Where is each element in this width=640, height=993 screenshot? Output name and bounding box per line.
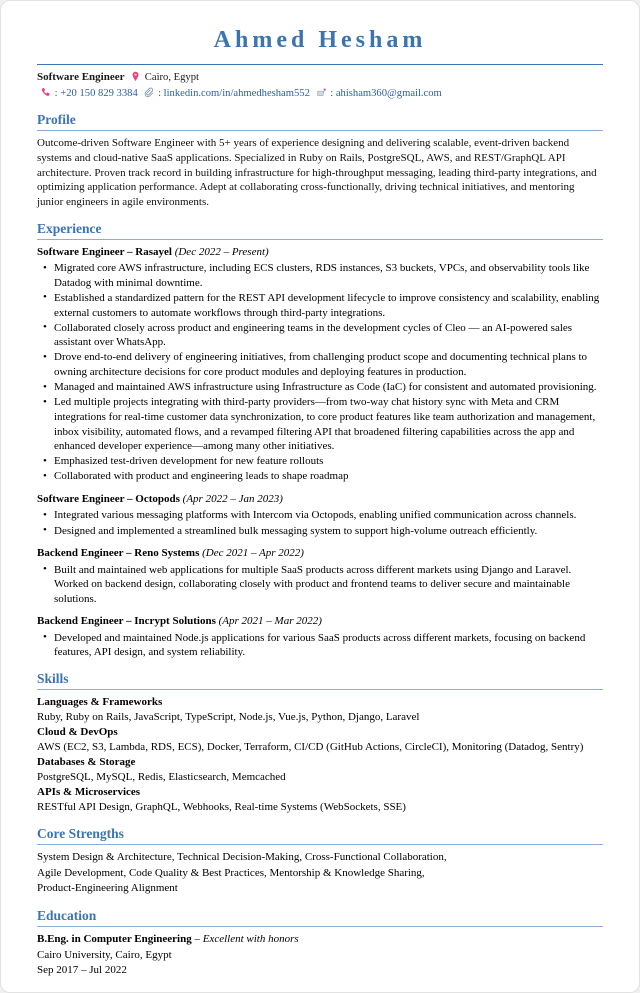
skill-group [37,785,603,815]
experience-bullet: • Built and maintained web applications for multiple SaaS products across different markets using Django and Laravel. Worked on backend design, collaborating closely with product and frontend teams to deliver secure and maintainable solutions. [37,563,603,607]
section-profile [37,112,603,209]
skill-group-label: Databases & Storage [37,756,136,769]
core-strength-line: Agile Development, Code Quality & Best Practices, Mentorship & Knowledge Sharing, [37,866,425,879]
core-strength-line: System Design & Architecture, Technical Decision-Making, Cross-Functional Collaboration, [37,851,447,864]
experience-bullet: • Collaborated closely across product and engineering teams in the development cycles of Cleo — an AI-powered sales assistant over WhatsApp. [37,321,603,350]
experience-bullet: • Led multiple projects integrating with third-party providers—from two-way chat history sync with Meta and CRM integrations for real-time customer data synchronization, to core product features like team authorization and management, inbox visibility, automated flows, and a revamped filtering API that broadened filtering capabilities across the app and enhanced developer experience—among many other initiatives. [37,395,603,454]
experience-bullet: • Managed and maintained AWS infrastructure using Infrastructure as Code (IaC) for consistent and automated provisioning. [37,380,603,395]
profile-text: Outcome-driven Software Engineer with 5+ years of experience designing and delivering scalable, event-driven backend systems and cloud-native SaaS applications. Specialized in Ruby on Rails, PostgreSQL, AWS, and REST/GraphQL API architecture. Proven track record in building infrastructure for high-throughput messaging, leading third-party integrations, and optimizing application performance. Adept at collaborating cross-functionally, driving technical initiatives, and mentoring junior engineers in agile environments. [37,137,597,208]
experience-list [37,245,603,660]
email-value[interactable]: ahisham360@gmail.com [335,87,442,99]
experience-job-title: Software Engineer – Rasayel [37,245,172,258]
experience-bullet: • Designed and implemented a streamlined bulk messaging system to support high-volume outreach efficiently. [37,524,603,539]
experience-bullet: • Emphasized test-driven development for new feature rollouts [37,454,603,469]
experience-bullet-list [37,631,603,660]
experience-heading [37,546,603,561]
experience-bullet-list [37,563,603,607]
section-title-profile: Profile [37,112,76,128]
core-strengths-list [37,850,603,897]
map-pin-icon [130,71,141,82]
experience-heading [37,492,603,507]
location-label: Cairo, Egypt [144,72,199,83]
experience-entry [37,492,603,538]
linkedin-value[interactable]: linkedin.com/in/ahmedhesham552 [163,87,310,99]
core-strength-line: Product-Engineering Alignment [37,882,178,895]
header-divider [37,64,603,65]
experience-job-title: Backend Engineer – Reno Systems [37,547,200,560]
paperclip-icon [143,87,154,98]
skill-group [37,755,603,785]
section-divider [37,689,603,690]
telephone-icon [40,87,51,98]
experience-entry [37,245,603,484]
experience-bullet-list [37,261,603,484]
education-separator: – [191,933,203,946]
experience-heading [37,614,603,629]
section-title-skills: Skills [37,671,69,687]
experience-bullet-list [37,508,603,538]
job-role-label: Software Engineer [37,71,125,83]
section-divider [37,130,603,131]
education-degree: B.Eng. in Computer Engineering [37,933,192,946]
skill-group-label: Languages & Frameworks [37,696,163,709]
experience-job-dates: (Dec 2021 – Apr 2022) [199,547,304,560]
experience-bullet: • Migrated core AWS infrastructure, including ECS clusters, RDS instances, S3 buckets, VPCs, and observability tools like Datadog with minimal downtime. [37,261,603,290]
experience-bullet: • Collaborated with product and engineering leads to shape roadmap [37,469,603,484]
section-experience [37,221,603,661]
experience-job-dates: (Dec 2022 – Present) [171,245,269,258]
section-title-experience: Experience [37,220,102,236]
experience-job-dates: (Apr 2022 – Jan 2023) [179,493,283,506]
experience-job-title: Backend Engineer – Incrypt Solutions [37,615,216,628]
experience-bullet: • Integrated various messaging platforms with Intercom via Octopods, enabling unified communication across channels. [37,508,603,523]
skill-group [37,695,603,725]
linkedin-separator: : [158,87,162,99]
education-degree-line [37,932,603,947]
education-honors: Excellent with honors [202,933,299,946]
experience-job-title: Software Engineer – Octopods [37,493,180,506]
section-title-education: Education [37,907,97,923]
experience-bullet: • Drove end-to-end delivery of engineering initiatives, from challenging product scope and documenting technical plans to owning architecture decisions for core product modules and deploying features in production. [37,350,603,379]
section-education [37,908,603,978]
section-skills [37,671,603,815]
experience-bullet: • Established a standardized pattern for the REST API development lifecycle to improve consistency and scalability, enabling external customers to automate workflows through third-party integrations. [37,291,603,320]
experience-entry [37,614,603,660]
contact-details-line [37,86,603,101]
mailbox-icon [316,87,327,98]
skill-group-value: AWS (EC2, S3, Lambda, RDS, ECS), Docker, Terraform, CI/CD (GitHub Actions, CircleCI), Monitoring (Datadog, Sentry) [37,741,584,754]
experience-entry [37,546,603,606]
education-institution: Cairo University, Cairo, Egypt [37,948,172,961]
skill-group [37,725,603,755]
email-separator: : [330,87,334,99]
skill-group-value: RESTful API Design, GraphQL, Webhooks, Real-time Systems (WebSockets, SSE) [37,800,406,813]
skill-group-value: PostgreSQL, MySQL, Redis, Elasticsearch, Memcached [37,771,286,784]
skill-group-label: Cloud & DevOps [37,726,118,739]
experience-bullet: • Developed and maintained Node.js applications for various SaaS products across different markets, focusing on backend features, API design, and system reliability. [37,631,603,660]
section-core-strengths [37,826,603,897]
section-divider [37,926,603,927]
phone-value[interactable]: +20 150 829 3384 [60,87,138,99]
section-title-core-strengths: Core Strengths [37,825,124,841]
experience-job-dates: (Apr 2021 – Mar 2022) [215,615,322,628]
section-divider [37,844,603,845]
skill-group-value: Ruby, Ruby on Rails, JavaScript, TypeScript, Node.js, Vue.js, Python, Django, Laravel [37,711,420,724]
contact-role-location [37,70,603,86]
skill-group-label: APIs & Microservices [37,786,141,799]
phone-separator: : [54,87,58,99]
section-divider [37,239,603,240]
experience-heading [37,245,603,260]
page-title: Ahmed Hesham [213,27,427,53]
skills-list [37,695,603,815]
education-dates: Sep 2017 – Jul 2022 [37,963,127,976]
